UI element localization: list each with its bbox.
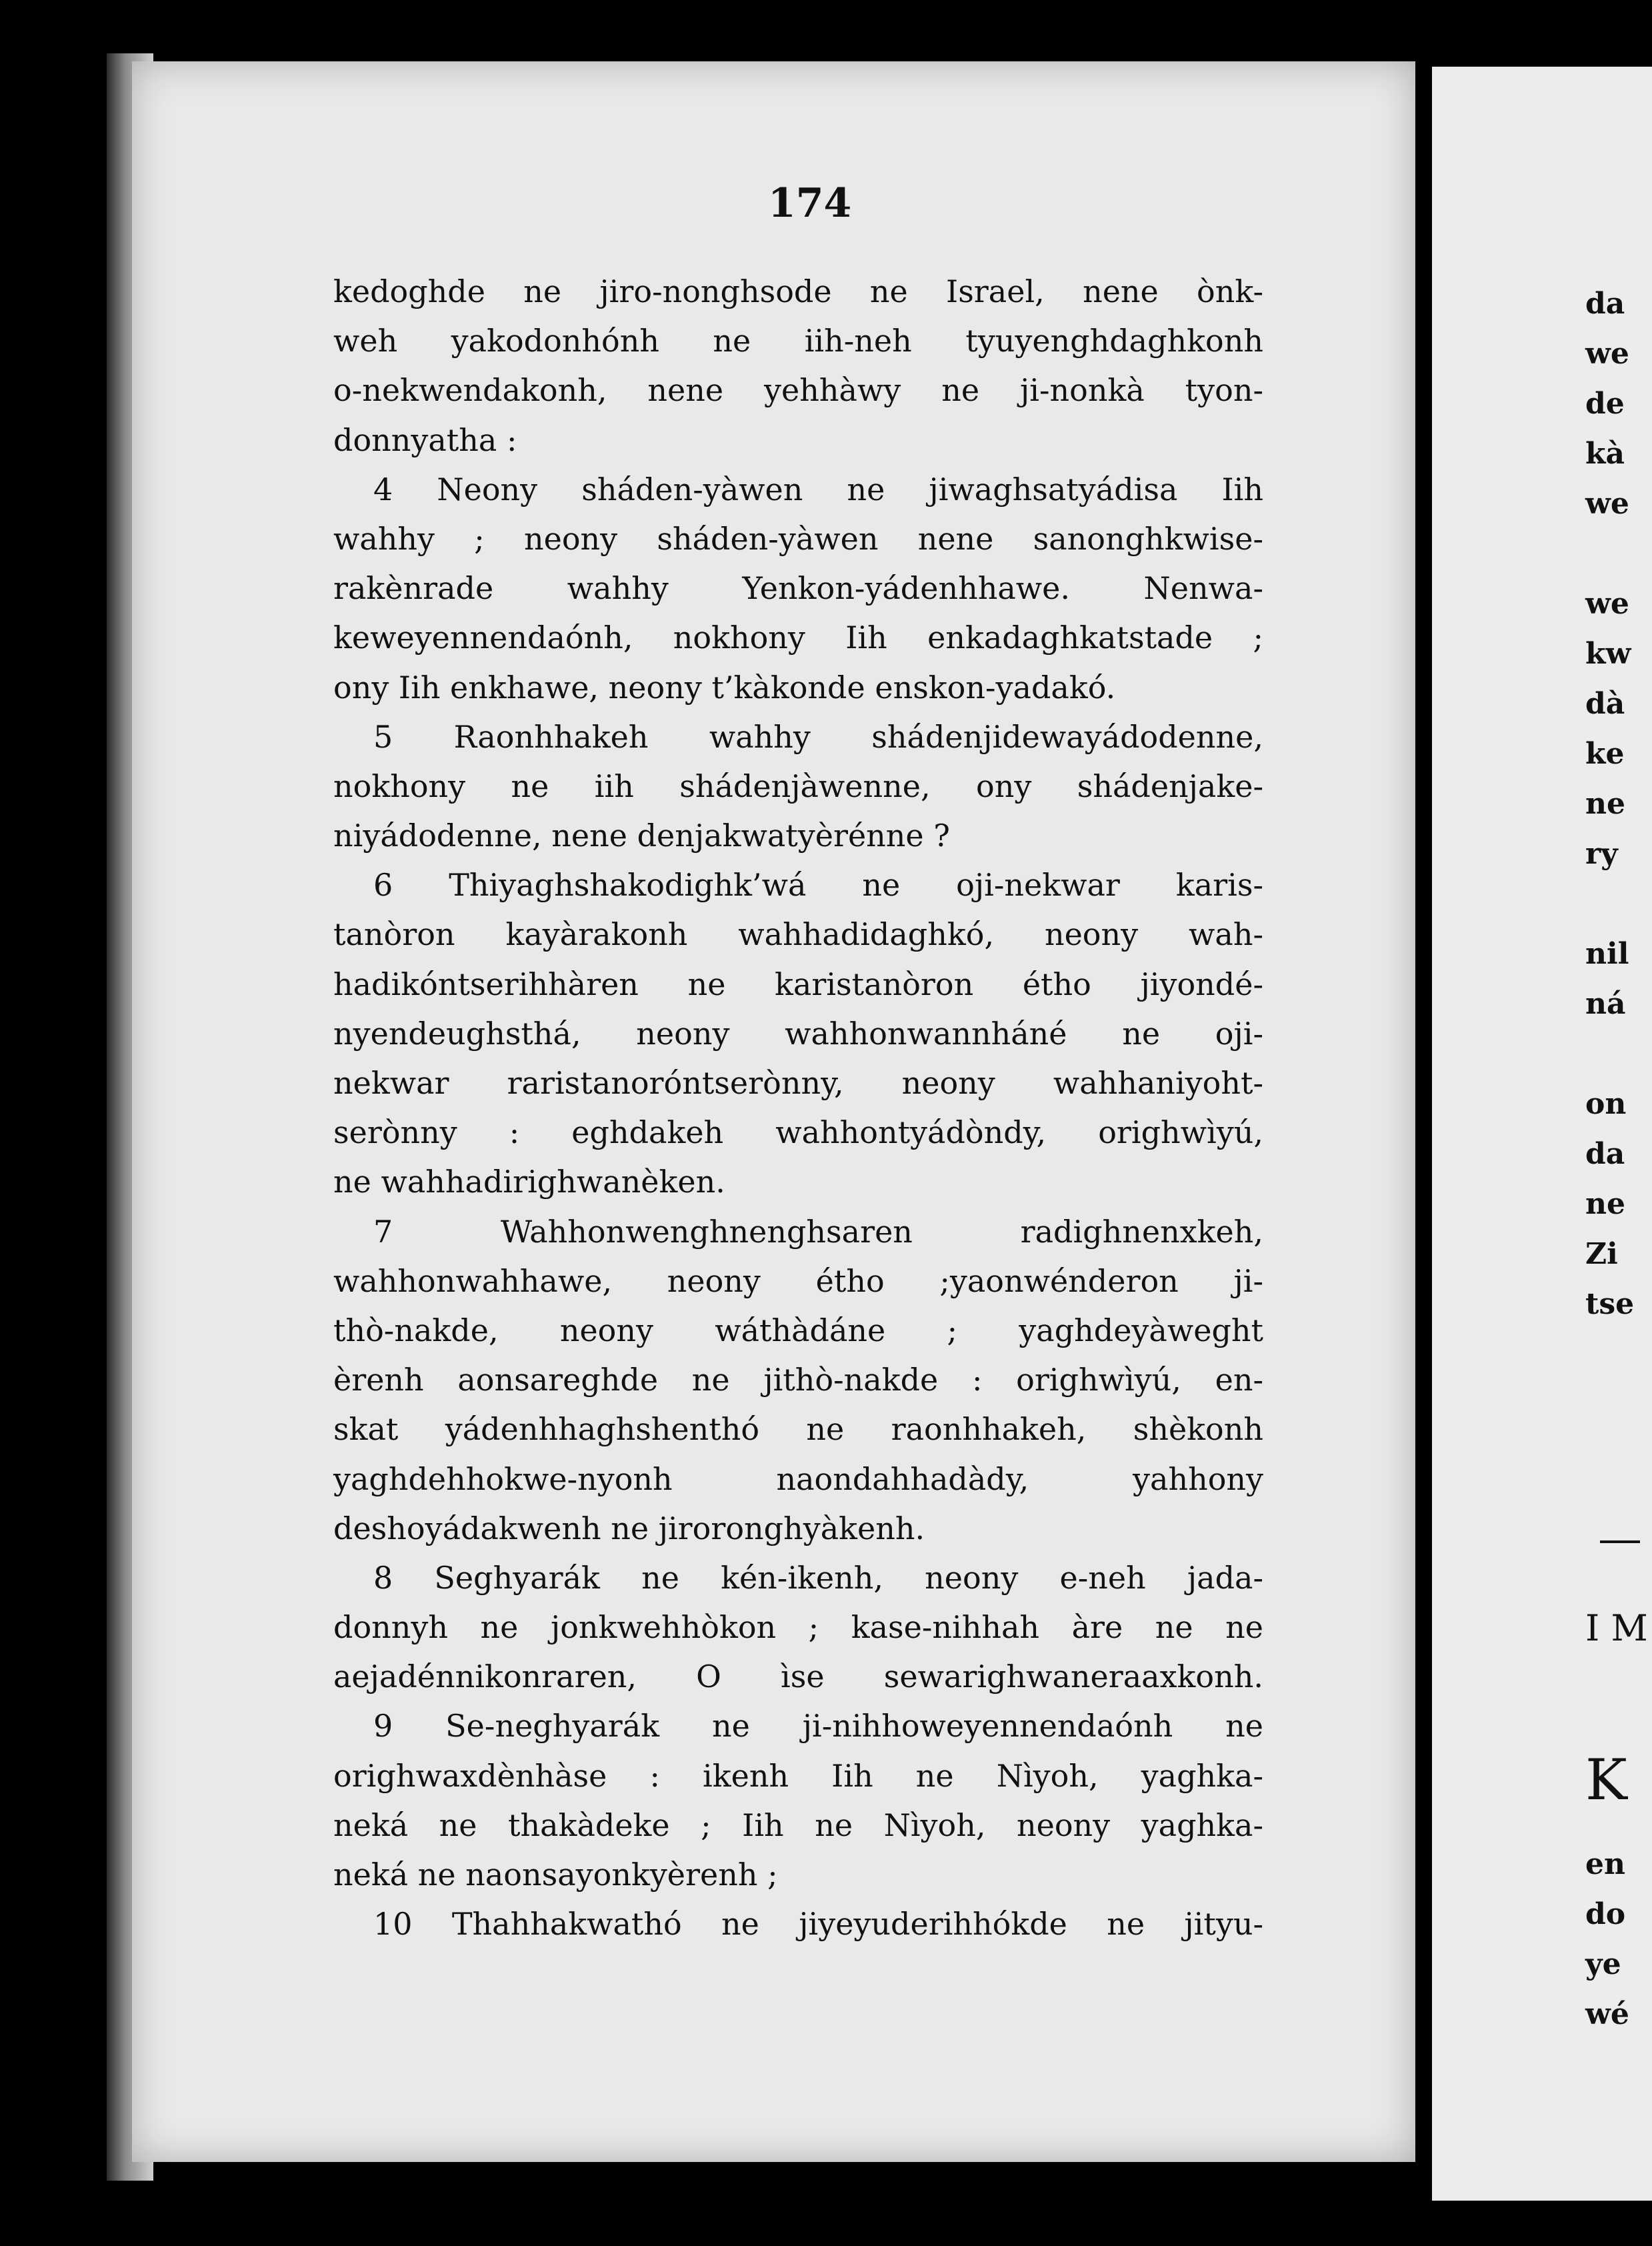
text-line: hadikóntserihhàren ne karistanòron étho jiyondé- <box>333 966 1263 1002</box>
text-line: èrenh aonsareghde ne jithò-nakde : orighwìyú, en- <box>333 1362 1263 1398</box>
text-line: nekwar raristanoróntserònny, neony wahhaniyoht- <box>333 1065 1263 1101</box>
text-line: thò-nakde, neony wáthàdáne ; yaghdeyàweght <box>333 1312 1263 1348</box>
text-line: niyádodenne, nene denjakwatyèrénne ? <box>333 818 950 854</box>
right-page-fragment: nil <box>1585 937 1629 971</box>
right-page-fragment: kà <box>1585 437 1625 471</box>
right-page-fragment: ná <box>1585 987 1626 1021</box>
text-line: neká ne thakàdeke ; Iih ne Nìyoh, neony yaghka- <box>333 1807 1263 1843</box>
text-line: tanòron kayàrakonh wahhadidaghkó, neony wah- <box>333 916 1263 953</box>
text-line: wahhonwahhawe, neony étho ;yaonwénderon ji- <box>333 1262 1263 1299</box>
text-line: keweyennendaónh, nokhony Iih enkadaghkatstade ; <box>333 620 1263 656</box>
right-page-fragment: we <box>1585 487 1629 521</box>
text-line: wahhy ; neony sháden-yàwen nene sanonghkwise- <box>333 520 1263 557</box>
page-number: 174 <box>768 180 852 227</box>
text-line: nyendeughsthá, neony wahhonwannháné ne oji- <box>333 1015 1263 1052</box>
right-page-fragment: en <box>1585 1847 1625 1881</box>
text-line: donnyatha : <box>333 421 517 458</box>
text-line: deshoyádakwenh ne jiroronghyàkenh. <box>333 1510 925 1546</box>
right-page-fragment: kw <box>1585 637 1631 671</box>
verse-line: 5 Raonhhakeh wahhy shádenjidewayádodenne, <box>373 718 1263 755</box>
text-line: kedoghde ne jiro-nonghsode ne Israel, nene ònk- <box>333 273 1263 309</box>
text-line: ony Iih enkhawe, neony t’kàkonde enskon-yadakó. <box>333 669 1116 706</box>
text-line: aejadénnikonraren, O ìse sewarighwaneraaxkonh. <box>333 1658 1263 1695</box>
right-page-drop-cap: K <box>1585 1747 1627 1813</box>
verse-line: 10 Thahhakwathó ne jiyeyuderihhókde ne jityu- <box>373 1906 1263 1943</box>
right-page-fragment: wé <box>1585 1997 1629 2031</box>
text-line: donnyh ne jonkwehhòkon ; kase-nihhah àre ne ne <box>333 1609 1263 1646</box>
right-page-fragment: de <box>1585 387 1625 421</box>
verse-line: 4 Neony sháden-yàwen ne jiwaghsatyádisa Iih <box>373 471 1263 507</box>
right-page-fragment: we <box>1585 337 1629 371</box>
verse-line: 9 Se-neghyarák ne ji-nihhoweyennendaónh ne <box>373 1708 1263 1745</box>
verse-line: 6 Thiyaghshakodighk’wá ne oji-nekwar karis- <box>373 867 1263 904</box>
right-page-fragment: da <box>1585 1137 1625 1171</box>
right-page-fragment: do <box>1585 1897 1626 1931</box>
verse-line: 8 Seghyarák ne kén-ikenh, neony e-neh jada- <box>373 1559 1263 1596</box>
right-page-fragment: dà <box>1585 687 1625 721</box>
right-page-fragment: ne <box>1585 1187 1625 1221</box>
right-page-fragment: ry <box>1585 837 1618 871</box>
verse-line: 7 Wahhonwenghnenghsaren radighnenxkeh, <box>373 1213 1263 1250</box>
text-line: weh yakodonhónh ne iih-neh tyuyenghdaghkonh <box>333 323 1263 359</box>
section-rule <box>1600 1540 1640 1543</box>
right-page-heading: I M <box>1585 1607 1648 1649</box>
text-line: rakènrade wahhy Yenkon-yádenhhawe. Nenwa- <box>333 570 1263 607</box>
right-page-fragment: on <box>1585 1087 1627 1121</box>
right-page-fragment: da <box>1585 287 1625 321</box>
text-line: serònny : eghdakeh wahhontyádòndy, orighwìyú, <box>333 1114 1263 1151</box>
text-line: skat yádenhhaghshenthó ne raonhhakeh, shèkonh <box>333 1411 1263 1448</box>
right-page-fragment: Zi <box>1585 1237 1618 1271</box>
right-page-fragment: tse <box>1585 1287 1635 1321</box>
text-line: nokhony ne iih shádenjàwenne, ony shádenjake- <box>333 768 1263 804</box>
text-line: orighwaxdènhàse : ikenh Iih ne Nìyoh, yaghka- <box>333 1757 1263 1794</box>
right-page-fragment: ne <box>1585 787 1625 821</box>
right-page-fragment: ke <box>1585 737 1625 771</box>
right-page-fragment: ye <box>1585 1947 1621 1981</box>
body-text <box>333 267 1263 1949</box>
text-line: neká ne naonsayonkyèrenh ; <box>333 1857 778 1893</box>
text-line: ne wahhadirighwanèken. <box>333 1164 725 1200</box>
text-line: yaghdehhokwe-nyonh naondahhadàdy, yahhony <box>333 1460 1263 1497</box>
text-line: o-nekwendakonh, nene yehhàwy ne ji-nonkà tyon- <box>333 372 1263 409</box>
right-page-fragment: we <box>1585 587 1629 621</box>
